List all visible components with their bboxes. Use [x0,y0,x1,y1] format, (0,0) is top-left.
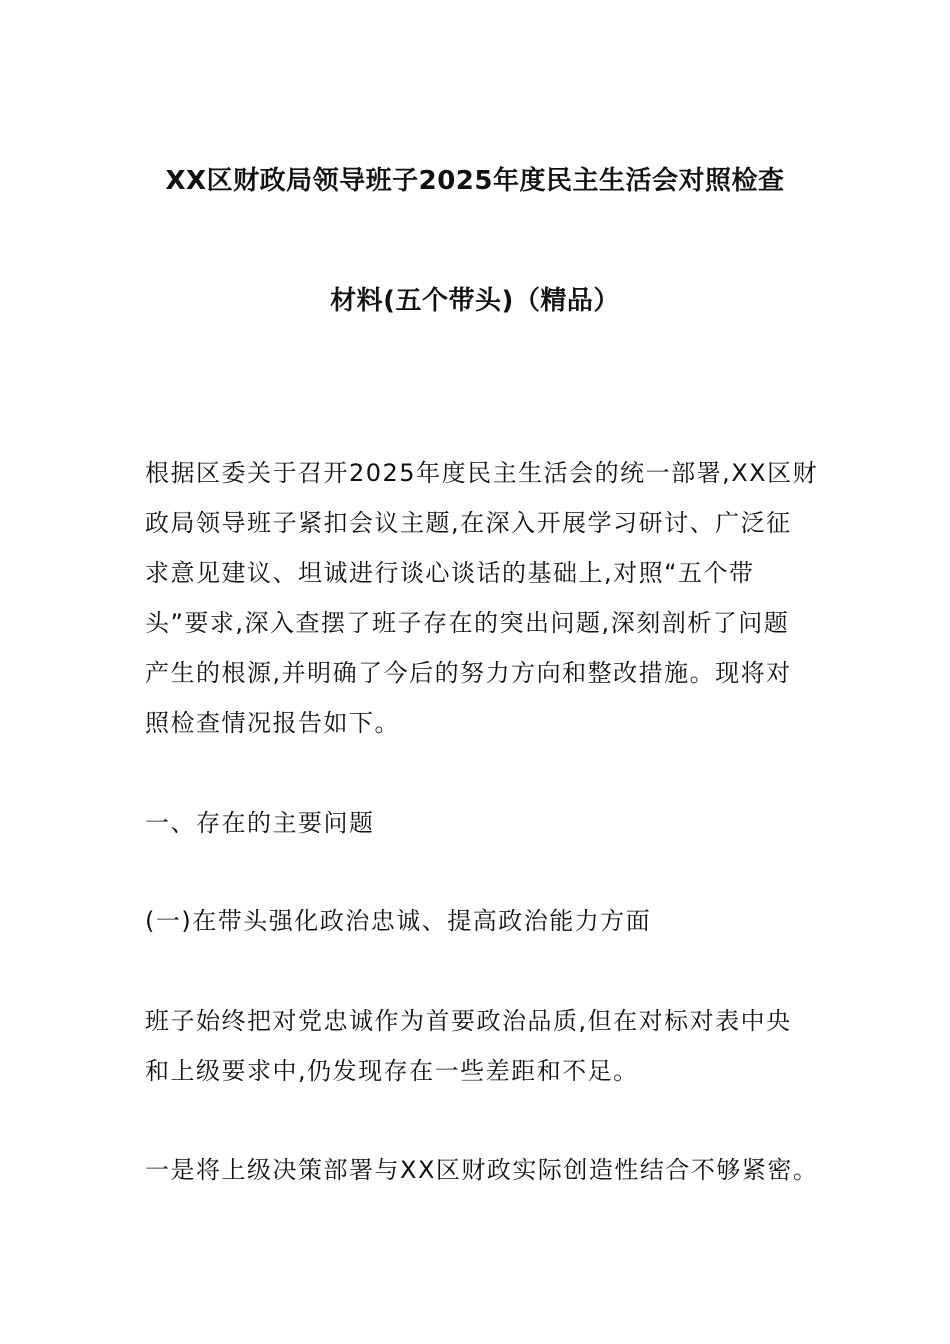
section-heading [145,798,825,848]
subsection-heading [145,896,825,946]
paragraph-line: 照检查情况报告如下。 [145,709,400,737]
paragraph-line: 头”要求,深入查摆了班子存在的突出问题,深刻剖析了问题 [145,609,790,637]
body-paragraph [145,1145,825,1195]
paragraph-line: 和上级要求中,仍发现存在一些差距和不足。 [145,1057,639,1085]
paragraph-line: 根据区委关于召开2025年度民主生活会的统一部署,XX区财 [145,459,819,487]
subsection-heading-text: (一)在带头强化政治忠诚、提高政治能力方面 [145,907,652,935]
intro-paragraph [145,448,825,748]
document-title-line-1: XX区财政局领导班子2025年度民主生活会对照检查 [165,166,785,196]
document-title-line-2: 材料(五个带头)（精品） [330,286,620,316]
paragraph-line: 一是将上级决策部署与XX区财政实际创造性结合不够紧密。 [145,1156,819,1184]
section-heading-text: 一、存在的主要问题 [145,809,375,837]
paragraph-line: 班子始终把对党忠诚作为首要政治品质,但在对标对表中央 [145,1007,792,1035]
paragraph-line: 产生的根源,并明确了今后的努力方向和整改措施。现将对 [145,659,792,687]
paragraph-line: 政局领导班子紧扣会议主题,在深入开展学习研讨、广泛征 [145,509,792,537]
paragraph-line: 求意见建议、坦诚进行谈心谈话的基础上,对照“五个带 [145,559,755,587]
body-paragraph [145,996,825,1096]
